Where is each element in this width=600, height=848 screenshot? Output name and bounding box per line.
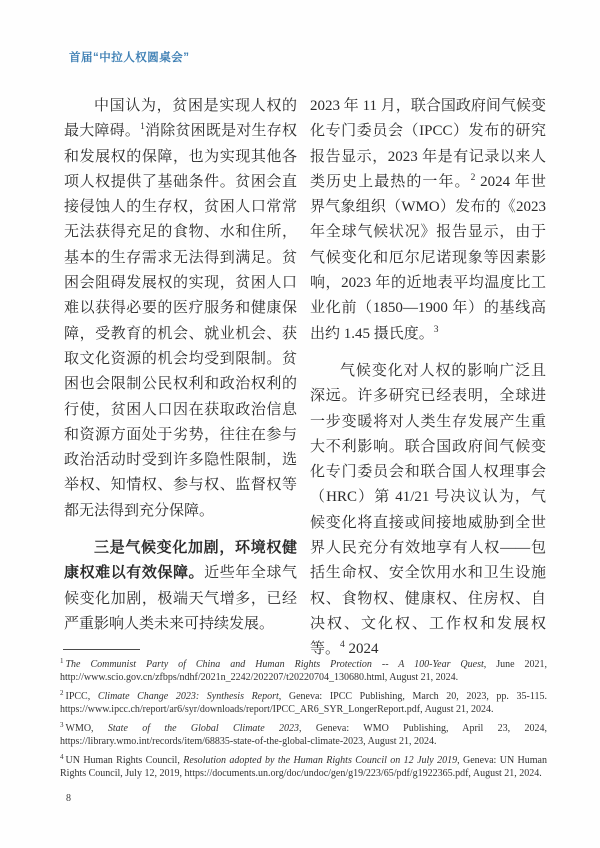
footnote-number: 4 bbox=[60, 752, 64, 761]
footnote bbox=[60, 754, 547, 780]
text-segment: 近些年全球气候变化加剧，极端天气增多，已经严重影响人类未来可持续发展。 bbox=[64, 565, 297, 632]
text-segment: WMO, bbox=[65, 723, 108, 734]
text-segment: State of the Global Climate 2023 bbox=[107, 723, 299, 734]
column-right bbox=[310, 94, 546, 675]
paragraph bbox=[64, 536, 297, 637]
text-segment: 2023 年 11 月，联合国政府间气候变化专门委员会（IPCC）发布的研究报告显示，2023 年是有记录以来人类历史上最热的一年。 bbox=[310, 98, 546, 190]
text-segment: 气候变化对人权的影响广泛且深远。许多研究已经表明，全球进一步变暖将对人类生存发展产生重大不利影响。联合国政府间气候变化专门委员会和联合国人权理事会（HRC）第 41/21 号决议认为，气候变化将直接或间接地威胁到全世界人民充分有效地享有人权——包括生命权、安全饮用水和卫生设施权、食物权、健康权、住房权、自决权、文化权、工作权和发展权等。 bbox=[310, 362, 546, 658]
text-segment: , June 2021, http://www.scio.gov.cn/zfbps/ndhf/2021n_2242/202207/t20220704_130680.html, August 21, 2024. bbox=[60, 659, 547, 683]
footnote-ref: 4 bbox=[340, 640, 345, 651]
text-segment: UN Human Rights Council, bbox=[65, 755, 184, 766]
paragraph bbox=[64, 94, 297, 524]
text-segment: The Communist Party of China and Human Rights Protection -- A 100-Year Quest bbox=[65, 659, 484, 670]
running-header: 首届“中拉人权圆桌会” bbox=[69, 52, 190, 64]
text-segment: , Geneva: WMO Publishing, April 23, 2024, https://library.wmo.int/records/item/68835-state-of-the-global-climate-2023, August 21, 2024. bbox=[60, 723, 548, 747]
text-segment: 三是气候变化加剧，环境权健康权难以有效保障。 bbox=[64, 540, 297, 582]
text-segment: Resolution adopted by the Human Rights Council on 12 July 2019 bbox=[183, 755, 458, 766]
page-number: 8 bbox=[66, 793, 71, 804]
text-segment: , Geneva: UN Human Rights Council, July 12, 2019, https://documents.un.org/doc/undoc/gen/g19/223/65/pdf/g1922365.pdf, August 21, 2024. bbox=[60, 755, 547, 779]
text-segment: 中国认为，贫困是实现人权的最大障碍。 bbox=[64, 98, 297, 140]
footnote-ref: 3 bbox=[433, 324, 439, 335]
paragraph bbox=[310, 359, 546, 663]
footnote bbox=[60, 690, 547, 716]
text-segment: Climate Change 2023: Synthesis Report bbox=[97, 691, 279, 702]
footnote-ref: 1 bbox=[140, 122, 145, 133]
text-segment: 2024 年世界气象组织（WMO）发布的《2023 年全球气候状况》报告显示，由于气候变化和厄尔尼诺现象等因素影响，2023 年的近地表平均温度比工业化前（1850—1900 年）的基线高出约 1.45 摄氏度。 bbox=[310, 173, 546, 342]
footnote-number: 3 bbox=[60, 720, 64, 729]
column-left bbox=[64, 94, 297, 675]
footnotes bbox=[60, 658, 547, 786]
text-segment: IPCC, bbox=[65, 691, 98, 702]
paragraph bbox=[310, 94, 546, 347]
footnote bbox=[60, 722, 547, 748]
footnote-ref: 2 bbox=[470, 172, 476, 183]
body-columns bbox=[64, 94, 546, 675]
footnote bbox=[60, 658, 547, 684]
footnote-number: 1 bbox=[60, 656, 64, 665]
footnote-separator bbox=[63, 649, 140, 650]
text-segment: 2024 bbox=[344, 641, 379, 658]
text-segment: , Geneva: IPCC Publishing, March 20, 2023, pp. 35-115. https://www.ipcc.ch/report/ar6/syr/downloads/report/IPCC_AR6_SYR_LongerReport.pdf, August 21, 2024. bbox=[60, 691, 547, 715]
footnote-number: 2 bbox=[60, 688, 64, 697]
text-segment: 消除贫困既是对生存权和发展权的保障，也为实现其他各项人权提供了基础条件。贫困会直接侵蚀人的生存权，贫困人口常常无法获得充足的食物、水和住所，基本的生存需求无法得到满足。贫困会阻碍发展权的实现，贫困人口难以获得必要的医疗服务和健康保障，受教育的机会、就业机会、获取文化资源的机会均受到限制。贫困也会限制公民权利和政治权利的行使，贫困人口因在获取政治信息和资源方面处于劣势，往往在参与政治活动时受到许多隐性限制，选举权、知情权、参与权、监督权等都无法得到充分保障。 bbox=[64, 123, 297, 519]
